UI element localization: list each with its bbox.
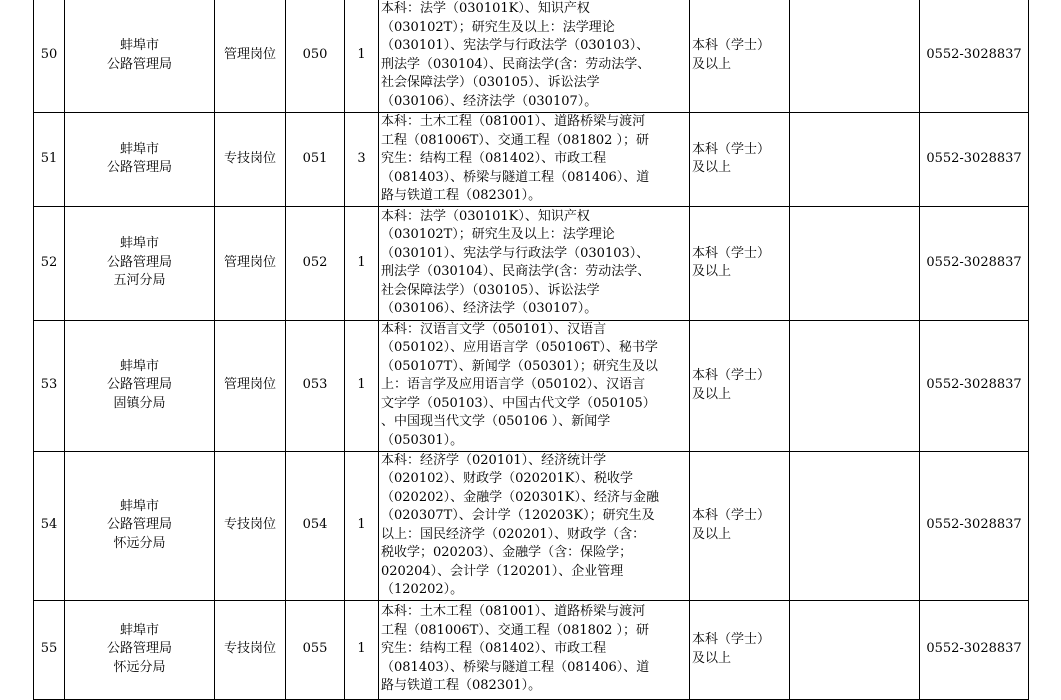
post-code: 055 — [286, 600, 345, 699]
hiring-unit — [65, 600, 215, 699]
hiring-unit-line: 蚌埠市 — [119, 358, 159, 374]
major-requirements-line: （081403）、桥梁与隧道工程（081406）、道 — [381, 659, 650, 675]
major-requirements-line: （030106）、经济法学（030107）。 — [381, 301, 598, 316]
education-requirement — [690, 206, 790, 320]
post-type: 管理岗位 — [215, 0, 286, 113]
hiring-count: 1 — [345, 451, 379, 600]
hiring-unit-line: 公路管理局 — [106, 254, 172, 270]
hiring-unit — [65, 451, 215, 600]
major-requirements-line: （020202）、金融学（020301K）、经济与金融 — [381, 489, 659, 505]
hiring-unit-line: 蚌埠市 — [119, 622, 159, 638]
contact-phone: 0552-3028837 — [920, 0, 1029, 113]
hiring-count: 1 — [345, 320, 379, 451]
post-type: 专技岗位 — [215, 451, 286, 600]
major-requirements — [379, 600, 690, 699]
table-row — [34, 600, 1029, 699]
education-requirement — [690, 451, 790, 600]
notes-cell — [790, 206, 920, 320]
major-requirements-line: （030101）、宪法学与行政法学（030103）、 — [381, 245, 650, 261]
major-requirements-line: （030102T）；研究生及以上：法学理论 — [381, 227, 615, 242]
hiring-unit-line: 蚌埠市 — [119, 236, 159, 252]
education-requirement — [690, 320, 790, 451]
post-type: 管理岗位 — [215, 320, 286, 451]
post-type: 专技岗位 — [215, 600, 286, 699]
major-requirements — [379, 451, 690, 600]
major-requirements-line: 本科：经济学（020101）、经济统计学 — [381, 452, 607, 468]
major-requirements-line: （020307T）、会计学（120203K）；研究生及 — [381, 508, 655, 523]
hiring-unit-line: 怀远分局 — [113, 659, 166, 675]
hiring-unit — [65, 0, 215, 113]
hiring-unit-line: 蚌埠市 — [119, 141, 159, 157]
contact-phone: 0552-3028837 — [920, 206, 1029, 320]
major-requirements-line: 税收学；020203）、金融学（含：保险学； — [381, 545, 633, 560]
hiring-unit-line: 公路管理局 — [106, 56, 172, 72]
post-code: 050 — [286, 0, 345, 113]
hiring-count: 1 — [345, 0, 379, 113]
education-requirement-line: 本科（学士） — [692, 38, 771, 53]
hiring-unit-line: 固镇分局 — [113, 395, 166, 411]
education-requirement-line: 及以上 — [692, 650, 732, 666]
education-requirement-line: 本科（学士） — [692, 245, 771, 261]
major-requirements — [379, 113, 690, 207]
major-requirements-line: 020204）、会计学（120201）、企业管理 — [381, 563, 624, 579]
education-requirement-line: 本科（学士） — [692, 368, 771, 383]
row-number: 52 — [34, 206, 65, 320]
row-number: 54 — [34, 451, 65, 600]
education-requirement-line: 及以上 — [692, 386, 732, 402]
major-requirements-line: （030102T）；研究生及以上：法学理论 — [381, 19, 615, 35]
post-code: 054 — [286, 451, 345, 600]
major-requirements-line: 究生：结构工程（081402）、市政工程 — [381, 151, 607, 166]
hiring-count: 1 — [345, 600, 379, 699]
post-code: 052 — [286, 206, 345, 320]
major-requirements-line: 社会保障法学）（030105）、诉讼法学 — [381, 75, 600, 90]
hiring-unit — [65, 320, 215, 451]
major-requirements-line: （020102）、财政学（020201K）、税收学 — [381, 471, 633, 486]
education-requirement-line: 本科（学士） — [692, 632, 771, 647]
table-row — [34, 451, 1029, 600]
major-requirements-line: 刑法学（030104）、民商法学(含：劳动法学、 — [381, 56, 651, 72]
major-requirements — [379, 320, 690, 451]
education-requirement — [690, 600, 790, 699]
major-requirements — [379, 0, 690, 113]
major-requirements-line: 本科：汉语言文学（050101）、汉语言 — [381, 321, 607, 337]
education-requirement-line: 本科（学士） — [692, 141, 771, 157]
hiring-unit-line: 五河分局 — [113, 273, 166, 289]
hiring-unit-line: 公路管理局 — [106, 377, 172, 393]
education-requirement-line: 本科（学士） — [692, 508, 771, 523]
major-requirements-line: （050301）。 — [381, 432, 464, 448]
notes-cell — [790, 600, 920, 699]
major-requirements-line: 本科：法学（030101K）、知识产权 — [381, 1, 590, 16]
education-requirement — [690, 0, 790, 113]
major-requirements-line: 以上：国民经济学（020201）、财政学（含： — [381, 526, 646, 542]
notes-cell — [790, 113, 920, 207]
major-requirements-line: 本科：土木工程（081001）、道路桥梁与渡河 — [381, 114, 646, 129]
education-requirement-line: 及以上 — [692, 160, 732, 176]
education-requirement-line: 及以上 — [692, 526, 732, 542]
hiring-unit — [65, 206, 215, 320]
hiring-unit-line: 公路管理局 — [106, 160, 172, 176]
table-row — [34, 206, 1029, 320]
major-requirements-line: 工程（081006T）、交通工程（081802 ）；研 — [381, 622, 650, 638]
major-requirements-line: 工程（081006T）、交通工程（081802 ）；研 — [381, 132, 650, 148]
hiring-count: 3 — [345, 113, 379, 207]
major-requirements-line: （030101）、宪法学与行政法学（030103）、 — [381, 38, 650, 53]
row-number: 50 — [34, 0, 65, 113]
positions-table — [33, 0, 1029, 700]
major-requirements-line: 路与铁道工程（082301）。 — [381, 678, 542, 694]
education-requirement — [690, 113, 790, 207]
major-requirements — [379, 206, 690, 320]
major-requirements-line: 上：语言学及应用语言学（050102）、汉语言 — [381, 377, 646, 393]
notes-cell — [790, 0, 920, 113]
education-requirement-line: 及以上 — [692, 264, 732, 279]
row-number: 55 — [34, 600, 65, 699]
major-requirements-line: 文字学（050103）、中国古代文学（050105） — [381, 395, 656, 411]
contact-phone: 0552-3028837 — [920, 320, 1029, 451]
major-requirements-line: （120202）。 — [381, 582, 464, 597]
table-row — [34, 320, 1029, 451]
major-requirements-line: 路与铁道工程（082301）。 — [381, 188, 542, 203]
major-requirements-line: 刑法学（030104）、民商法学(含：劳动法学、 — [381, 264, 651, 279]
hiring-unit-line: 蚌埠市 — [119, 498, 159, 514]
major-requirements-line: 本科：法学（030101K）、知识产权 — [381, 208, 590, 224]
post-type: 管理岗位 — [215, 206, 286, 320]
major-requirements-line: （030106）、经济法学（030107）。 — [381, 93, 598, 109]
hiring-unit-line: 公路管理局 — [106, 517, 172, 533]
hiring-unit-line: 蚌埠市 — [119, 38, 159, 53]
contact-phone: 0552-3028837 — [920, 600, 1029, 699]
table-row — [34, 113, 1029, 207]
post-type: 专技岗位 — [215, 113, 286, 207]
post-code: 053 — [286, 320, 345, 451]
major-requirements-line: 、中国现当代文学（050106 ）、新闻学 — [381, 414, 611, 430]
hiring-unit — [65, 113, 215, 207]
hiring-count: 1 — [345, 206, 379, 320]
hiring-unit-line: 公路管理局 — [106, 641, 172, 657]
major-requirements-line: （050107T）、新闻学（050301）；研究生及以 — [381, 358, 658, 374]
major-requirements-line: （050102）、应用语言学（050106T）、秘书学 — [381, 340, 658, 356]
contact-phone: 0552-3028837 — [920, 113, 1029, 207]
table-row — [34, 0, 1029, 113]
major-requirements-line: 本科：土木工程（081001）、道路桥梁与渡河 — [381, 604, 646, 620]
major-requirements-line: （081403）、桥梁与隧道工程（081406）、道 — [381, 169, 650, 185]
major-requirements-line: 究生：结构工程（081402）、市政工程 — [381, 641, 607, 657]
education-requirement-line: 及以上 — [692, 56, 732, 72]
notes-cell — [790, 320, 920, 451]
post-code: 051 — [286, 113, 345, 207]
row-number: 51 — [34, 113, 65, 207]
row-number: 53 — [34, 320, 65, 451]
contact-phone: 0552-3028837 — [920, 451, 1029, 600]
major-requirements-line: 社会保障法学）（030105）、诉讼法学 — [381, 282, 600, 298]
hiring-unit-line: 怀远分局 — [113, 535, 166, 551]
notes-cell — [790, 451, 920, 600]
